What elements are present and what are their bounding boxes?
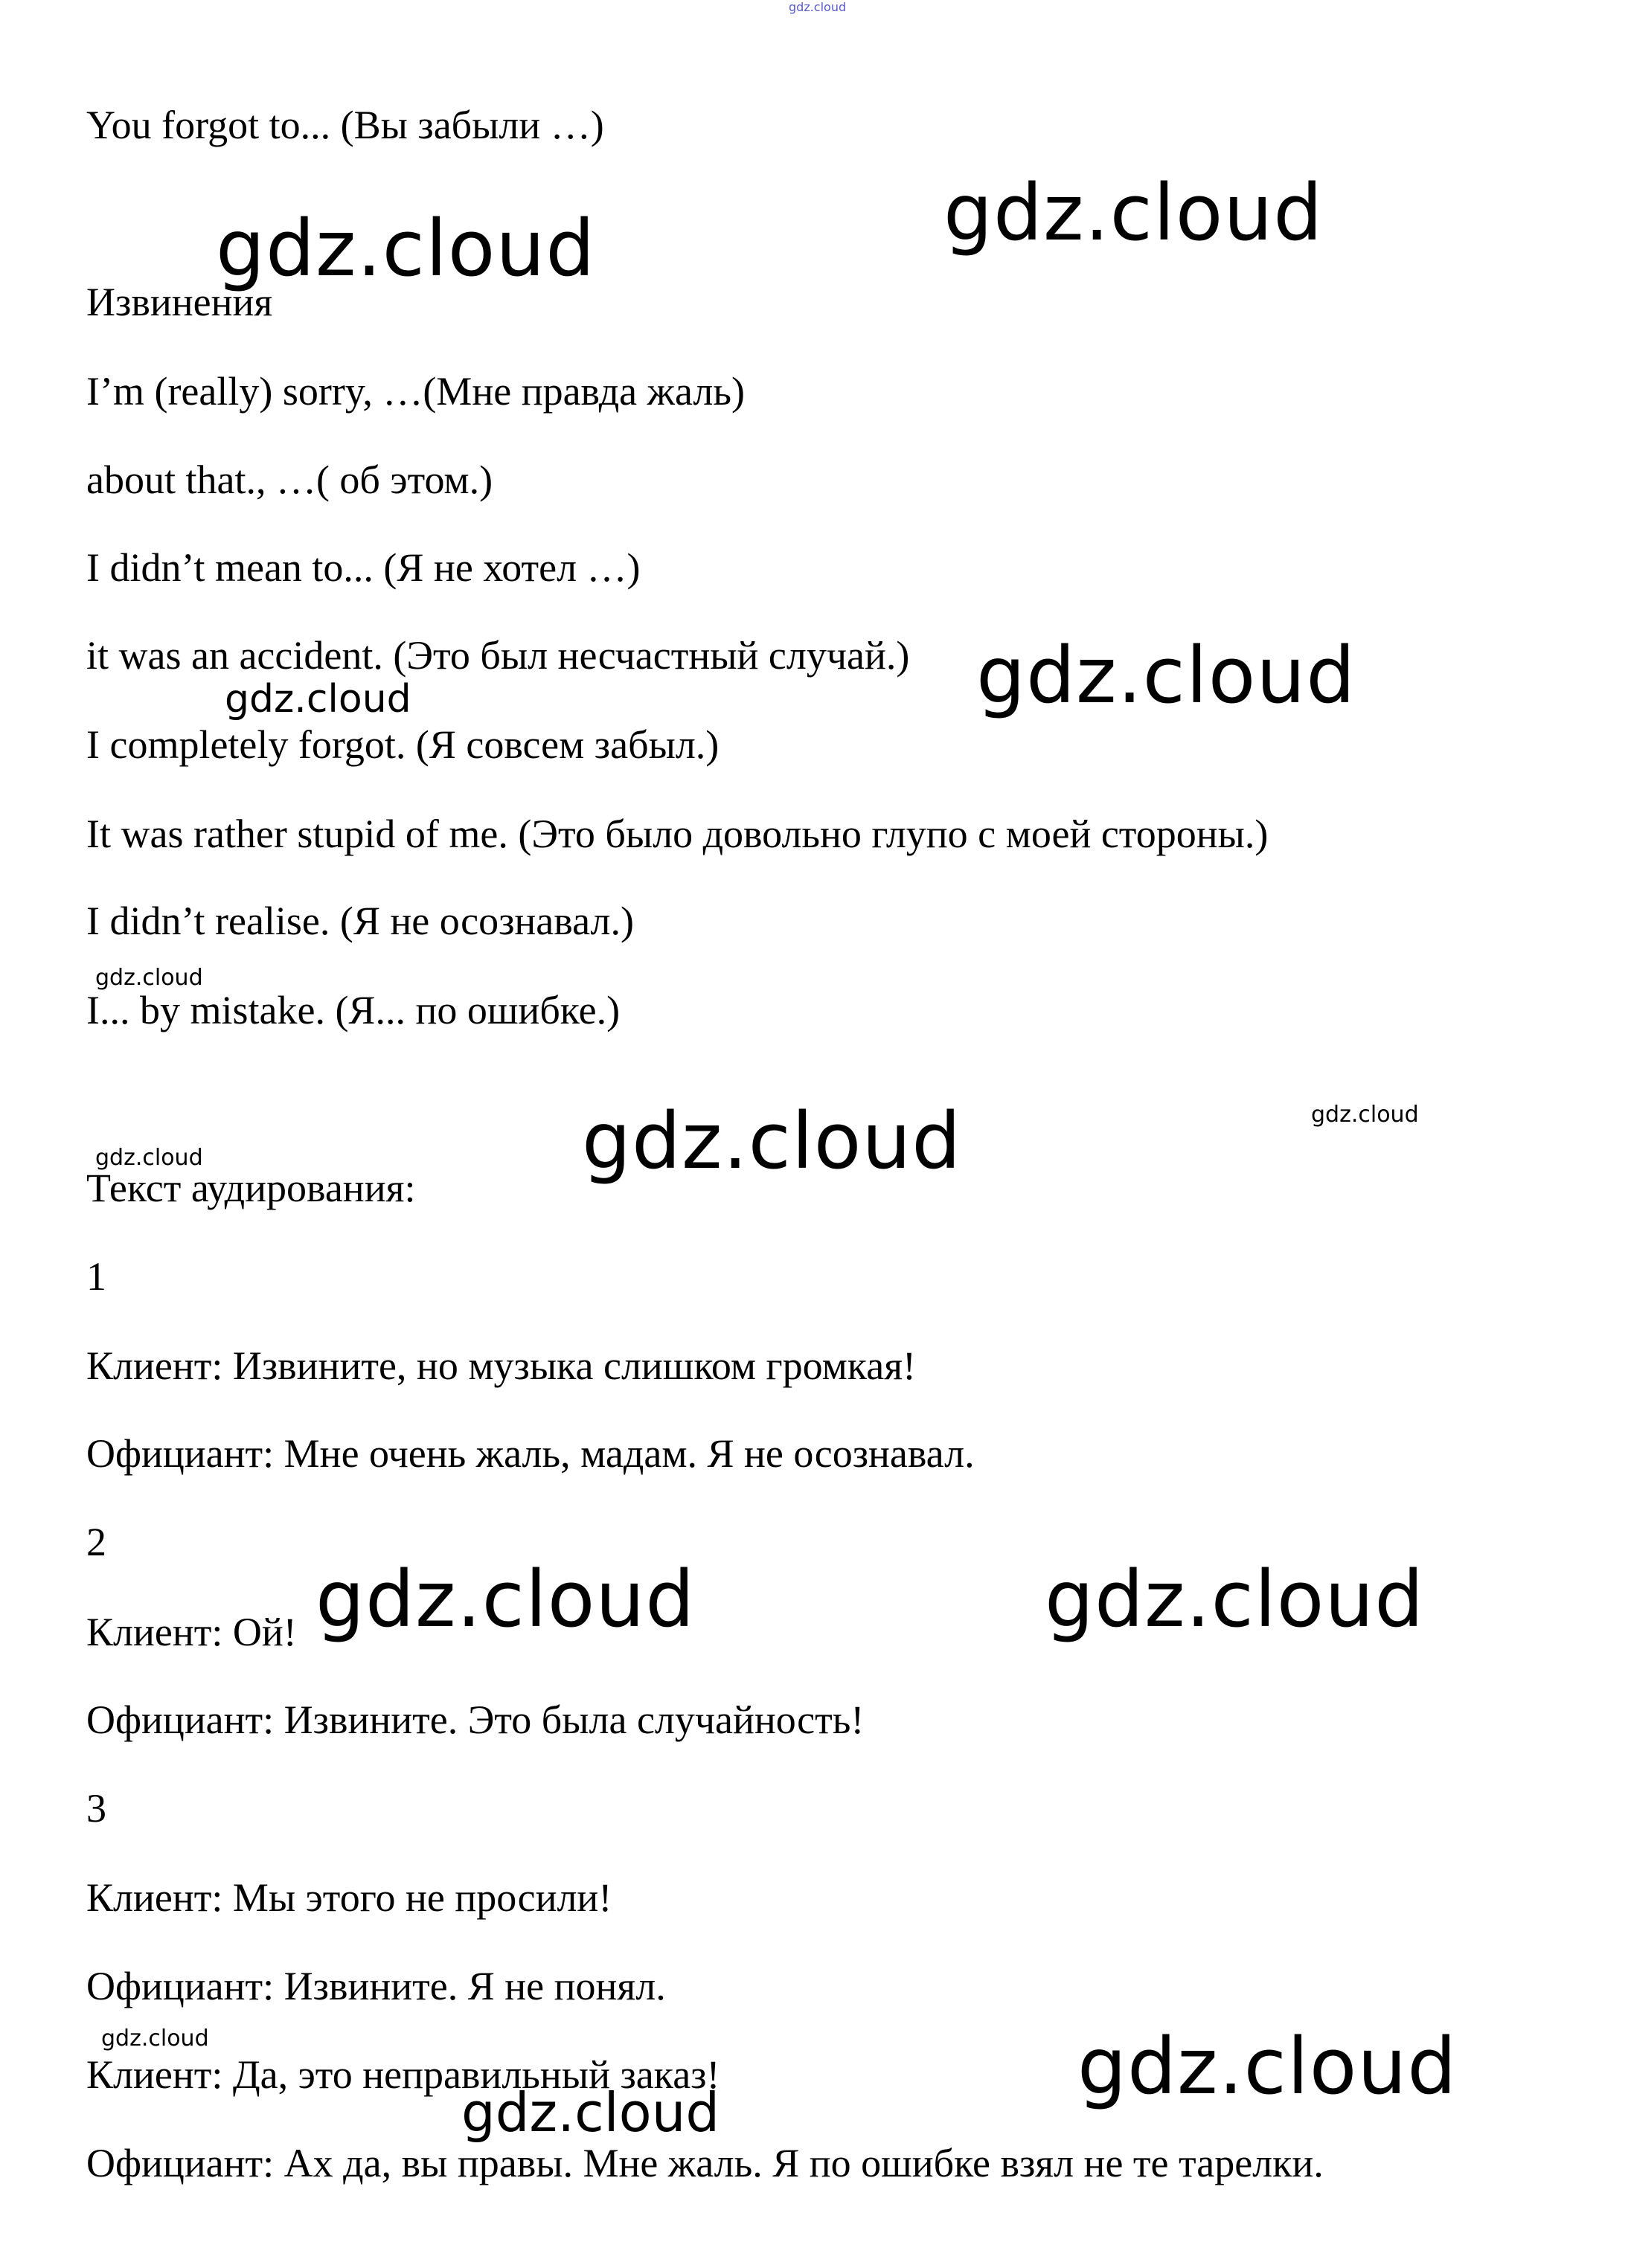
watermark: gdz.cloud — [225, 677, 411, 722]
dialogue-number: 1 — [86, 1254, 106, 1299]
section-heading: Текст аудирования: — [86, 1166, 416, 1210]
dialogue-line: Официант: Ах да, вы правы. Мне жаль. Я по ошибке взял не те тарелки. — [86, 2141, 1324, 2185]
text-line: You forgot to... (Вы забыли …) — [86, 103, 604, 147]
text-line: it was an accident. (Это был несчастный случай.) — [86, 633, 910, 678]
watermark: gdz.cloud — [1077, 2021, 1458, 2112]
text-line: I didn’t mean to... (Я не хотел …) — [86, 545, 641, 590]
text-line: about that., …( об этом.) — [86, 457, 493, 502]
watermark: gdz.cloud — [976, 630, 1356, 721]
watermark: gdz.cloud — [582, 1096, 962, 1186]
text-line: I... by mistake. (Я... по ошибке.) — [86, 988, 621, 1032]
dialogue-line: Клиент: Ой! — [86, 1610, 297, 1654]
dialogue-line: Клиент: Да, это неправильный заказ! — [86, 2052, 720, 2097]
dialogue-line: Клиент: Извините, но музыка слишком громкая! — [86, 1343, 917, 1388]
watermark: gdz.cloud — [95, 965, 203, 991]
text-line: I completely forgot. (Я совсем забыл.) — [86, 722, 720, 767]
text-line: I didn’t realise. (Я не осознавал.) — [86, 899, 634, 943]
dialogue-line: Официант: Извините. Это была случайность! — [86, 1697, 865, 1742]
watermark: gdz.cloud — [1045, 1554, 1425, 1645]
watermark: gdz.cloud — [789, 0, 847, 14]
dialogue-line: Официант: Извините. Я не понял. — [86, 1964, 666, 2008]
dialogue-line: Клиент: Мы этого не просили! — [86, 1875, 612, 1920]
watermark: gdz.cloud — [315, 1554, 696, 1645]
dialogue-number: 2 — [86, 1520, 106, 1564]
watermark: gdz.cloud — [943, 167, 1324, 258]
dialogue-line: Официант: Мне очень жаль, мадам. Я не осознавал. — [86, 1431, 975, 1476]
watermark: gdz.cloud — [101, 2026, 209, 2052]
watermark: gdz.cloud — [1311, 1102, 1419, 1128]
section-heading: Извинения — [86, 280, 273, 324]
text-line: It was rather stupid of me. (Это было довольно глупо с моей стороны.) — [86, 812, 1269, 856]
watermark: gdz.cloud — [461, 2081, 720, 2144]
dialogue-number: 3 — [86, 1786, 106, 1831]
watermark: gdz.cloud — [95, 1145, 203, 1171]
watermark: gdz.cloud — [216, 203, 596, 294]
text-line: I’m (really) sorry, …(Мне правда жаль) — [86, 369, 745, 414]
